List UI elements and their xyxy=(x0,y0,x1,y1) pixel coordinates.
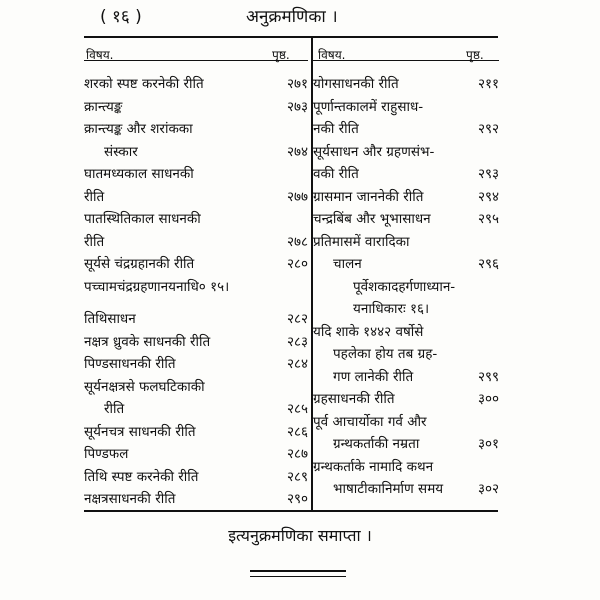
entry-subject: योगसाधनकी रीति xyxy=(313,76,399,92)
entry-subject: पूर्वेशकादहर्गणाध्यान- xyxy=(353,278,456,295)
entry-page-number: २८० xyxy=(286,256,308,272)
entry-subject: चन्द्रबिंब और भूभासाधन xyxy=(313,211,431,227)
index-entry xyxy=(313,342,499,365)
index-entry xyxy=(84,230,308,253)
entry-subject: सूर्यनचत्र साधनकी रीति xyxy=(84,423,196,440)
index-entry xyxy=(313,162,499,185)
entry-subject: रीति xyxy=(104,401,125,417)
index-entry xyxy=(313,117,499,140)
entry-subject: यदि शाके १४४२ वर्षोसे xyxy=(313,323,424,340)
index-entry xyxy=(84,487,308,510)
entry-subject: पातस्थितिकाल साधनकी xyxy=(84,211,201,227)
right-header-rule xyxy=(313,60,499,61)
entry-subject: सूर्यनक्षत्रसे फलघटिकाकी xyxy=(84,378,205,395)
entry-page-number: २८२ xyxy=(286,311,308,327)
entry-subject: क्रान्त्यङ्क xyxy=(84,98,123,115)
entry-subject: पच्चामचंद्रग्रहणानयनाधि० १५। xyxy=(84,278,230,295)
entry-page-number: २९३ xyxy=(477,166,499,182)
entry-subject: नकी रीति xyxy=(313,121,359,137)
ornament-rule-thin xyxy=(250,576,346,577)
top-rule xyxy=(84,36,498,38)
section-gap xyxy=(84,297,308,307)
entry-subject: ग्रहसाधनकी रीति xyxy=(313,391,395,407)
entry-subject: शरको स्पष्ट करनेकी रीति xyxy=(84,76,204,92)
index-entry xyxy=(313,410,499,433)
left-page-header: पृष्ठ. xyxy=(272,48,290,62)
index-entry xyxy=(84,465,308,488)
bottom-rule xyxy=(84,510,498,512)
index-entry xyxy=(84,275,308,298)
entry-subject: सूर्यसाधन और ग्रहणसंभ- xyxy=(313,143,435,160)
index-entry xyxy=(313,477,499,500)
entry-subject: पहलेका होय तब ग्रह- xyxy=(333,346,438,362)
left-subject-header: विषय. xyxy=(86,48,114,62)
entry-page-number: २९६ xyxy=(477,256,499,272)
entry-subject: प्रतिमासमें वारादिका xyxy=(313,233,410,250)
entry-subject: पिण्डसाधनकी रीति xyxy=(84,356,176,372)
entry-subject: गण लानेकी रीति xyxy=(333,368,414,385)
index-entry xyxy=(313,140,499,163)
index-entry xyxy=(84,117,308,140)
right-column xyxy=(313,72,499,500)
entry-page-number: २७८ xyxy=(286,233,308,250)
entry-subject: चालन xyxy=(333,256,362,272)
index-entry xyxy=(313,275,499,298)
entry-subject: घातमध्यकाल साधनकी xyxy=(84,166,194,182)
right-subject-header: विषय. xyxy=(318,48,346,62)
index-entry xyxy=(84,397,308,420)
index-entry xyxy=(84,207,308,230)
entry-subject: पूर्णान्तकालमें राहुसाध- xyxy=(313,98,424,115)
entry-page-number: २९४ xyxy=(477,188,499,205)
entry-subject: रीति xyxy=(84,188,105,205)
entry-subject: नक्षत्रसाधनकी रीति xyxy=(84,491,176,507)
entry-subject: नक्षत्र ध्रुवके साधनकी रीति xyxy=(84,333,211,350)
entry-page-number: २८५ xyxy=(286,401,308,417)
index-entry xyxy=(313,230,499,253)
page-title: अनुक्रमणिका । xyxy=(246,7,338,27)
entry-page-number: २९२ xyxy=(477,121,499,137)
entry-subject: पिण्डफल xyxy=(84,446,129,462)
index-entry xyxy=(313,387,499,410)
entry-page-number: २११ xyxy=(477,76,499,92)
closing-line: इत्यनुक्रमणिका समाप्ता । xyxy=(228,526,372,545)
index-entry xyxy=(84,185,308,208)
index-entry xyxy=(84,307,308,330)
index-entry xyxy=(313,455,499,478)
entry-page-number: २७४ xyxy=(286,143,308,160)
entry-page-number: ३०२ xyxy=(477,481,499,497)
index-entry xyxy=(313,365,499,388)
right-page-header: पृष्ठ. xyxy=(466,48,484,62)
entry-page-number: २८६ xyxy=(286,423,308,440)
index-entry xyxy=(313,252,499,275)
index-entry xyxy=(313,185,499,208)
entry-page-number: २८४ xyxy=(286,356,308,372)
entry-subject: तिथिसाधन xyxy=(84,311,136,327)
index-entry xyxy=(313,72,499,95)
index-entry xyxy=(84,140,308,163)
index-entry xyxy=(313,95,499,118)
index-entry xyxy=(313,432,499,455)
left-column xyxy=(84,72,308,510)
entry-subject: यनाधिकारः १६। xyxy=(353,301,430,317)
index-entry xyxy=(84,442,308,465)
index-entry xyxy=(84,95,308,118)
entry-subject: पूर्व आचार्योका गर्व और xyxy=(313,413,427,430)
entry-subject: ग्रन्थकर्ताकी नम्रता xyxy=(333,436,420,452)
entry-page-number: २७१ xyxy=(286,76,308,92)
entry-subject: वकी रीति xyxy=(313,166,359,182)
entry-page-number: २९० xyxy=(286,491,308,507)
entry-subject: क्रान्त्यङ्क और शरांकका xyxy=(84,121,193,137)
index-entry xyxy=(313,320,499,343)
entry-page-number: २९९ xyxy=(477,368,499,385)
index-entry xyxy=(84,420,308,443)
entry-page-number: ३०१ xyxy=(477,436,499,452)
page-number: ( १६ ) xyxy=(100,7,142,27)
entry-subject: ग्रन्थकर्ताके नामादि कथन xyxy=(313,458,434,475)
entry-subject: ग्रासमान जाननेकी रीति xyxy=(313,188,424,205)
index-entry xyxy=(84,162,308,185)
index-entry xyxy=(313,207,499,230)
entry-page-number: ३०० xyxy=(477,391,499,407)
index-entry xyxy=(313,297,499,320)
entry-page-number: २९५ xyxy=(477,211,499,227)
index-entry xyxy=(84,352,308,375)
entry-subject: तिथि स्पष्ट करनेकी रीति xyxy=(84,468,199,485)
index-entry xyxy=(84,330,308,353)
ornament-rule-thick xyxy=(250,570,346,572)
entry-page-number: २७७ xyxy=(286,188,308,205)
entry-subject: भाषाटीकानिर्माण समय xyxy=(333,481,444,497)
entry-page-number: २८३ xyxy=(286,333,308,350)
entry-subject: रीति xyxy=(84,233,105,250)
entry-page-number: २८७ xyxy=(286,446,308,462)
entry-page-number: २७३ xyxy=(286,98,308,115)
index-entry xyxy=(84,72,308,95)
entry-page-number: २८९ xyxy=(286,468,308,485)
index-entry xyxy=(84,252,308,275)
entry-subject: सूर्यसे चंद्रग्रहानकी रीति xyxy=(84,256,195,272)
entry-subject: संस्कार xyxy=(104,143,138,160)
left-header-rule xyxy=(84,60,308,61)
index-entry xyxy=(84,375,308,398)
